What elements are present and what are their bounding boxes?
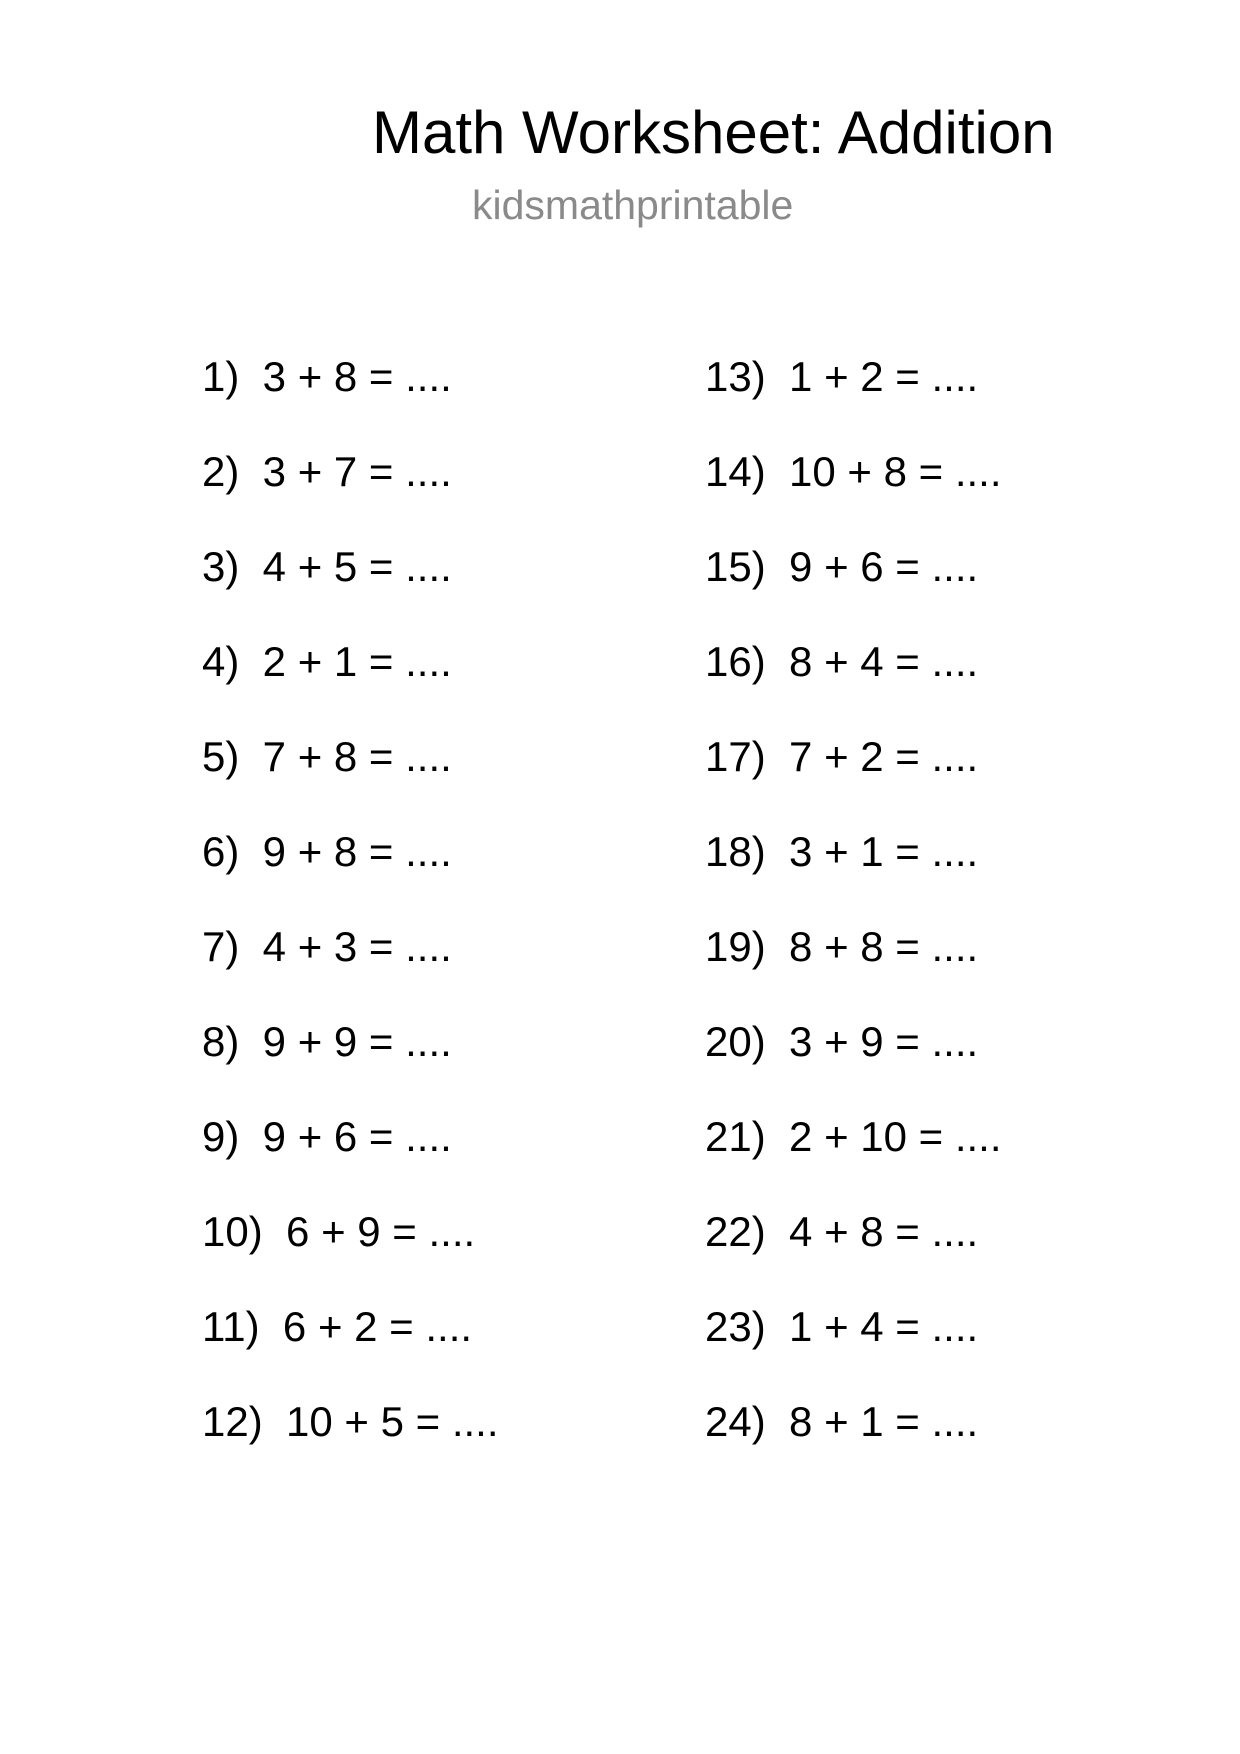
problem-item: 13) 1 + 2 = ....	[705, 353, 979, 400]
problem-item: 10) 6 + 9 = ....	[202, 1208, 476, 1255]
problem-item: 9) 9 + 6 = ....	[202, 1113, 452, 1160]
problem-item: 12) 10 + 5 = ....	[202, 1398, 499, 1445]
problem-item: 24) 8 + 1 = ....	[705, 1398, 979, 1445]
problem-item: 21) 2 + 10 = ....	[705, 1113, 1002, 1160]
problem-item: 22) 4 + 8 = ....	[705, 1208, 979, 1255]
worksheet-subtitle: kidsmathprintable	[472, 182, 794, 228]
problem-item: 14) 10 + 8 = ....	[705, 448, 1002, 495]
problem-item: 18) 3 + 1 = ....	[705, 828, 979, 875]
worksheet-title: Math Worksheet: Addition	[372, 99, 1055, 166]
problem-item: 8) 9 + 9 = ....	[202, 1018, 452, 1065]
problem-item: 17) 7 + 2 = ....	[705, 733, 979, 780]
problems-column-right	[705, 353, 1002, 1493]
problem-item: 5) 7 + 8 = ....	[202, 733, 452, 780]
problems-column-left	[202, 353, 499, 1493]
problem-item: 2) 3 + 7 = ....	[202, 448, 452, 495]
problem-item: 11) 6 + 2 = ....	[202, 1303, 473, 1350]
problem-item: 4) 2 + 1 = ....	[202, 638, 452, 685]
problem-item: 1) 3 + 8 = ....	[202, 353, 452, 400]
problem-item: 19) 8 + 8 = ....	[705, 923, 979, 970]
problem-item: 20) 3 + 9 = ....	[705, 1018, 979, 1065]
problem-item: 6) 9 + 8 = ....	[202, 828, 452, 875]
problem-item: 7) 4 + 3 = ....	[202, 923, 452, 970]
problem-item: 3) 4 + 5 = ....	[202, 543, 452, 590]
problem-item: 15) 9 + 6 = ....	[705, 543, 979, 590]
problem-item: 16) 8 + 4 = ....	[705, 638, 979, 685]
problem-item: 23) 1 + 4 = ....	[705, 1303, 979, 1350]
